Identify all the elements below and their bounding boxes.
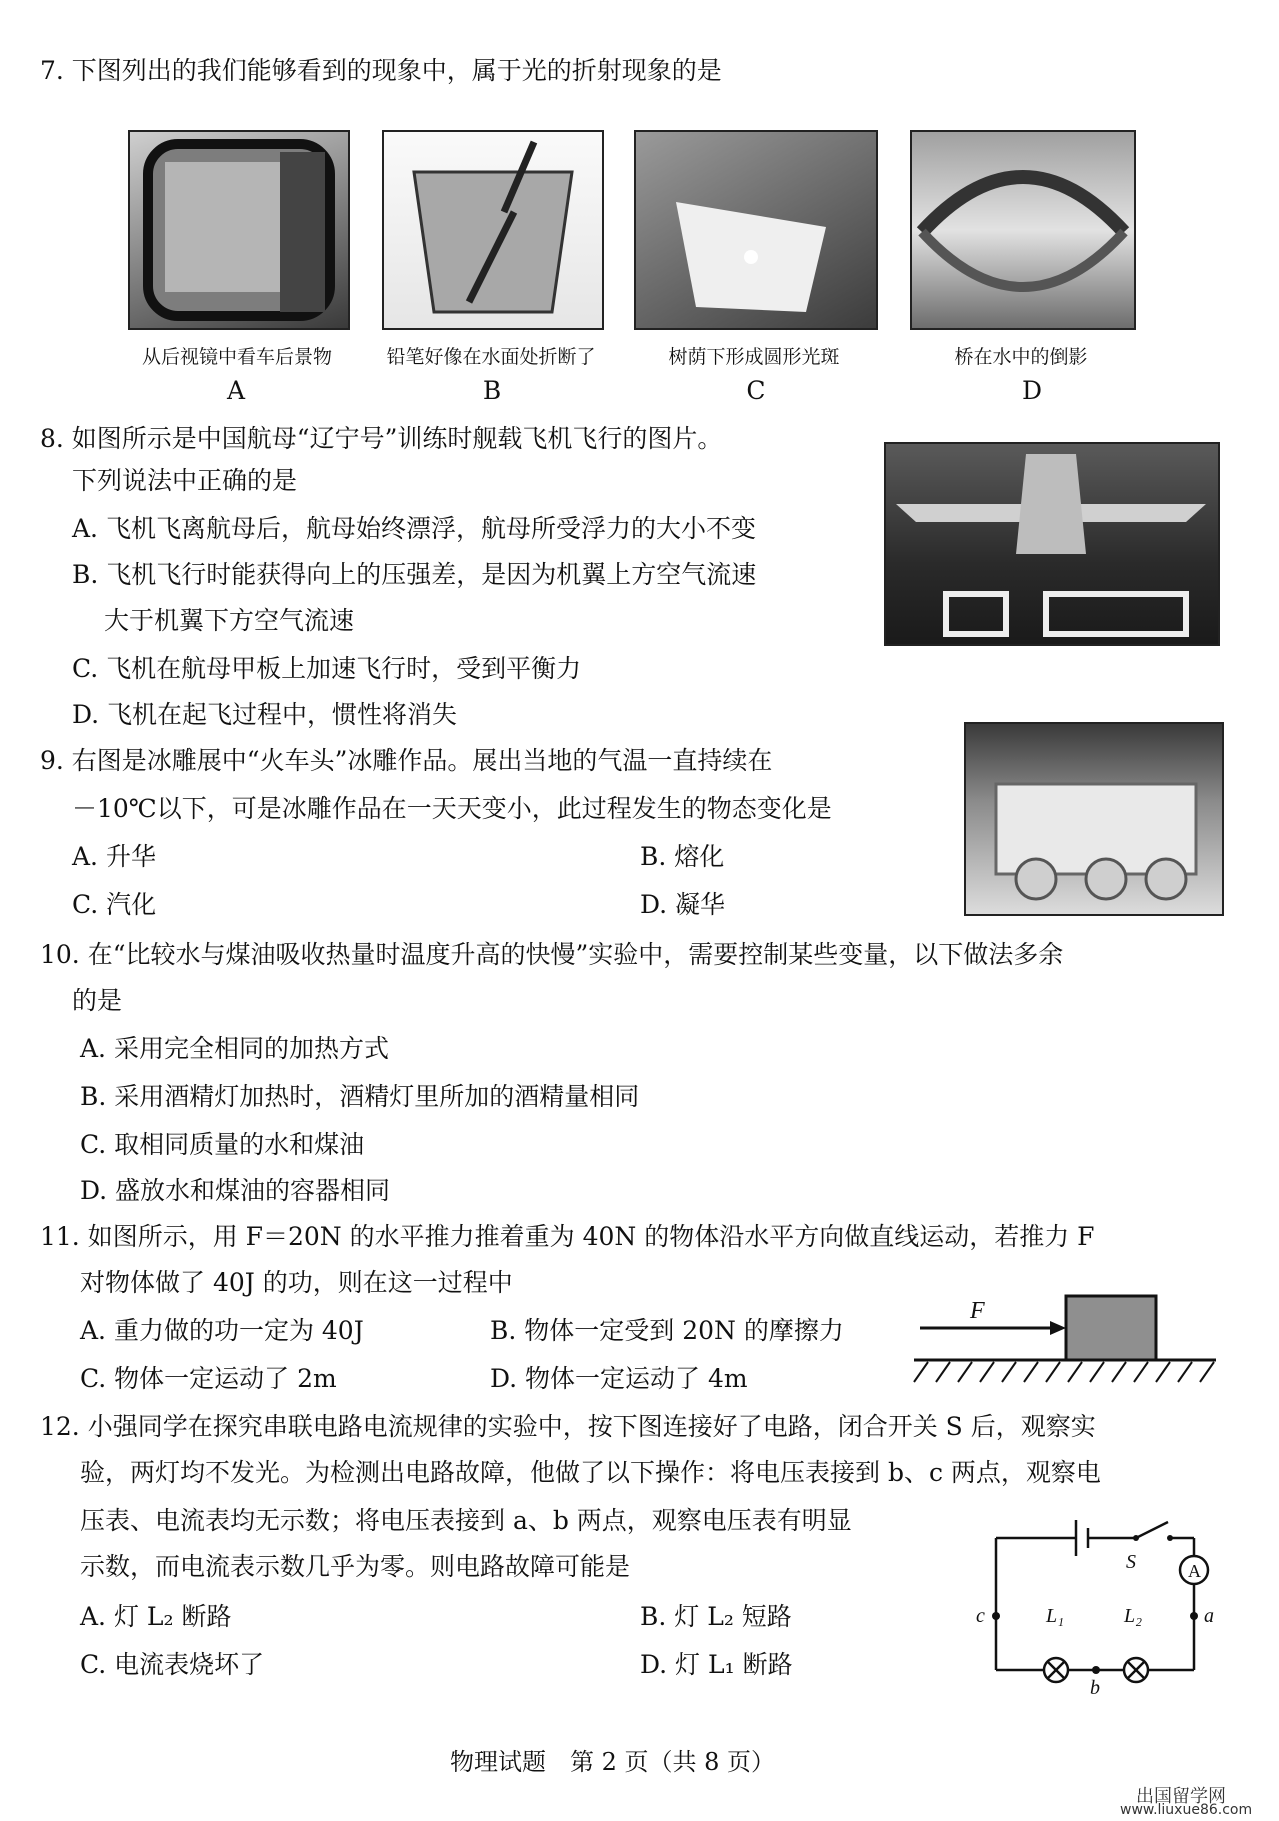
q11-stem-line2: 对物体做了 40J 的功，则在这一过程中 <box>80 1268 513 1297</box>
q8-option-b-line1: B. 飞机飞行时能获得向上的压强差，是因为机翼上方空气流速 <box>72 560 757 589</box>
switch-label: S <box>1126 1551 1136 1573</box>
q8-option-b-line2: 大于机翼下方空气流速 <box>104 606 355 635</box>
q9-image-ice-train <box>964 722 1224 916</box>
q7-letter-a: A <box>226 376 246 405</box>
q12-option-d: D. 灯 L₁ 断路 <box>640 1650 793 1679</box>
q10-option-a: A. 采用完全相同的加热方式 <box>80 1034 389 1063</box>
q12-stem-line1: 12. 小强同学在探究串联电路电流规律的实验中，按下图连接好了电路，闭合开关 S 后，观察实 <box>40 1412 1096 1441</box>
pencil-glass-icon <box>384 132 602 328</box>
switch-blade <box>1136 1522 1168 1538</box>
switch-pivot <box>1133 1535 1139 1541</box>
q8-image-carrier-jet <box>884 442 1220 646</box>
q10-stem-line1: 10. 在“比较水与煤油吸收热量时温度升高的快慢”实验中，需要控制某些变量，以下做法多余 <box>40 940 1064 969</box>
q7-image-d-bridge-reflection <box>910 130 1136 330</box>
lamp-l2-label: L₂ <box>1124 1605 1143 1627</box>
node-b-label: b <box>1090 1677 1100 1698</box>
light-spot-icon <box>636 132 876 328</box>
ground-hatching <box>914 1362 1214 1382</box>
node-c-label: c <box>976 1605 985 1627</box>
lamp-l1-label: L₁ <box>1046 1605 1065 1627</box>
q7-stem: 7. 下图列出的我们能够看到的现象中，属于光的折射现象的是 <box>40 56 722 85</box>
q10-option-b: B. 采用酒精灯加热时，酒精灯里所加的酒精量相同 <box>80 1082 640 1111</box>
q11-stem-line1: 11. 如图所示，用 F＝20N 的水平推力推着重为 40N 的物体沿水平方向做直线运动，若推力 F <box>40 1222 1095 1251</box>
force-arrowhead <box>1050 1321 1066 1335</box>
q11-option-a: A. 重力做的功一定为 40J <box>80 1316 364 1345</box>
q9-stem-line1: 9. 右图是冰雕展中“火车头”冰雕作品。展出当地的气温一直持续在 <box>40 746 773 775</box>
node-a-label: a <box>1204 1605 1214 1627</box>
force-label: F <box>970 1298 985 1324</box>
q11-option-c: C. 物体一定运动了 2m <box>80 1364 337 1393</box>
q12-stem-line4: 示数，而电流表示数几乎为零。则电路故障可能是 <box>80 1552 631 1581</box>
q9-stem-line2: －10℃以下，可是冰雕作品在一天天变小，此过程发生的物态变化是 <box>72 794 832 823</box>
node-c-dot <box>992 1612 1000 1620</box>
rearview-mirror-icon <box>130 132 348 328</box>
q7-caption-b: 铅笔好像在水面处折断了 <box>386 346 596 368</box>
node-b-dot <box>1092 1666 1100 1674</box>
q12-stem-line2: 验，两灯均不发光。为检测出电路故障，他做了以下操作：将电压表接到 b、c 两点，观察电 <box>80 1458 1101 1487</box>
bridge-reflection-icon <box>912 132 1134 328</box>
q7-caption-c: 树荫下形成圆形光斑 <box>668 346 840 368</box>
q9-option-c: C. 汽化 <box>72 890 157 919</box>
page-footer: 物理试题 第 2 页（共 8 页） <box>450 1748 776 1776</box>
q12-stem-line3: 压表、电流表均无示数；将电压表接到 a、b 两点，观察电压表有明显 <box>80 1506 852 1535</box>
q9-option-a: A. 升华 <box>72 842 156 871</box>
q12-option-a: A. 灯 L₂ 断路 <box>80 1602 232 1631</box>
jet-icon <box>886 444 1218 644</box>
q12-option-b: B. 灯 L₂ 短路 <box>640 1602 792 1631</box>
q11-option-b: B. 物体一定受到 20N 的摩擦力 <box>490 1316 844 1345</box>
node-a-dot <box>1190 1612 1198 1620</box>
q7-caption-a: 从后视镜中看车后景物 <box>141 346 332 368</box>
q8-stem-line1: 8. 如图所示是中国航母“辽宁号”训练时舰载飞机飞行的图片。 <box>40 424 723 453</box>
q7-image-b-pencil-in-water <box>382 130 604 330</box>
q8-option-c: C. 飞机在航母甲板上加速飞行时，受到平衡力 <box>72 654 582 683</box>
q7-letter-b: B <box>482 376 502 405</box>
q8-stem-line2: 下列说法中正确的是 <box>72 466 298 495</box>
q8-option-d: D. 飞机在起飞过程中，惯性将消失 <box>72 700 458 729</box>
q10-option-c: C. 取相同质量的水和煤油 <box>80 1130 365 1159</box>
q9-option-b: B. 熔化 <box>640 842 725 871</box>
q12-option-c: C. 电流表烧坏了 <box>80 1650 265 1679</box>
switch-contact <box>1167 1535 1173 1541</box>
q8-option-a: A. 飞机飞离航母后，航母始终漂浮，航母所受浮力的大小不变 <box>72 514 756 543</box>
q7-image-c-light-spots <box>634 130 878 330</box>
q10-option-d: D. 盛放水和煤油的容器相同 <box>80 1176 391 1205</box>
ice-train-icon <box>966 724 1222 914</box>
q9-option-d: D. 凝华 <box>640 890 726 919</box>
q7-letter-c: C <box>746 376 766 405</box>
q7-letter-d: D <box>1021 376 1043 405</box>
watermark-url: www.liuxue86.com <box>1120 1802 1253 1818</box>
q11-option-d: D. 物体一定运动了 4m <box>490 1364 748 1393</box>
q7-image-a-rearview-mirror <box>128 130 350 330</box>
block-object <box>1066 1296 1156 1360</box>
watermark-site-name: 出国留学网 <box>1136 1786 1226 1807</box>
q10-stem-line2: 的是 <box>72 986 123 1015</box>
q11-force-diagram <box>910 1290 1220 1390</box>
q7-caption-d: 桥在水中的倒影 <box>954 346 1088 368</box>
q12-circuit-diagram <box>966 1498 1226 1698</box>
ammeter-label: A <box>1188 1561 1201 1581</box>
